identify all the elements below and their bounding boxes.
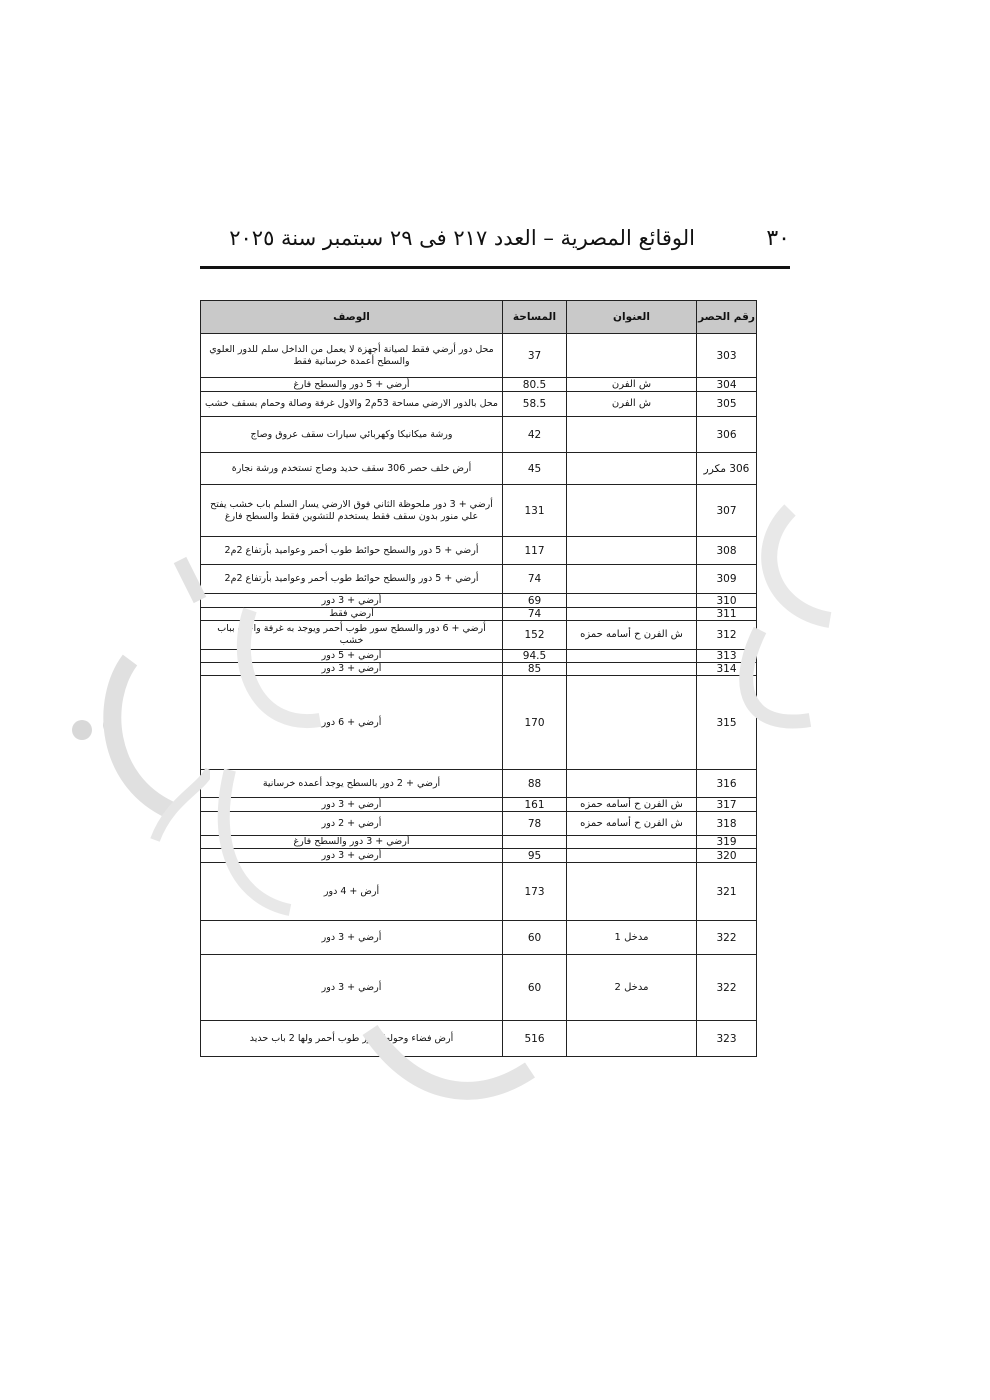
cell-description: أرضي + 3 دور [201, 849, 503, 863]
cell-number: 306 [697, 417, 757, 453]
cell-description: أرضي + 3 دور [201, 594, 503, 608]
cell-area: 161 [503, 798, 567, 812]
cell-address [567, 849, 697, 863]
cell-description: محل دور أرضي فقط لصيانة أجهزة لا يعمل من الداخل سلم للدور العلوي والسطح أعمدة خرسانية فقط [201, 334, 503, 378]
property-registry-table [200, 300, 757, 1057]
table-row [201, 417, 757, 453]
cell-description: محل بالدور الارضي مساحة 53م2 والاول غرفة وصالة وحمام بسقف خشب [201, 392, 503, 417]
cell-address [567, 676, 697, 770]
cell-description: أرضي + 3 دور [201, 921, 503, 955]
cell-address [567, 863, 697, 921]
journal-title: الوقائع المصرية – العدد ٢١٧ فى ٢٩ سبتمبر سنة ٢٠٢٥ [229, 226, 695, 250]
cell-description: أرض + 4 دور [201, 863, 503, 921]
table-row [201, 621, 757, 650]
cell-description: أرض خلف حصر 306 سقف حديد وصاج تستخدم ورشة نجارة [201, 453, 503, 485]
cell-area: 95 [503, 849, 567, 863]
cell-area: 170 [503, 676, 567, 770]
cell-number: 313 [697, 650, 757, 663]
cell-number: 318 [697, 812, 757, 836]
cell-number: 304 [697, 378, 757, 392]
cell-description: أرض فضاء وحولها سور طوب أحمر ولها 2 باب حديد [201, 1021, 503, 1057]
cell-number: 312 [697, 621, 757, 650]
cell-area: 42 [503, 417, 567, 453]
cell-area: 117 [503, 537, 567, 565]
table-row [201, 485, 757, 537]
cell-description: أرضي + 3 دور ملحوظة الثاني فوق الارضي يسار السلم باب خشب يفتح علي منور بدون سقف فقط يستخدم للتشوين فقط والسطح فارغ [201, 485, 503, 537]
scanned-table-area [200, 300, 758, 1055]
cell-description: أرضي + 3 دور [201, 663, 503, 676]
cell-number: 307 [697, 485, 757, 537]
cell-description: أرضي + 6 دور والسطح سور طوب أحمر ويوجد به غرفة واحده بباب خشب [201, 621, 503, 650]
cell-area: 85 [503, 663, 567, 676]
cell-address: ش الفرن ح أسامه حمزه [567, 812, 697, 836]
table-row [201, 594, 757, 608]
cell-address [567, 334, 697, 378]
cell-area: 60 [503, 921, 567, 955]
cell-description: أرضي + 3 دور [201, 955, 503, 1021]
table-row [201, 565, 757, 594]
cell-address: ش الفرن [567, 392, 697, 417]
cell-area: 152 [503, 621, 567, 650]
cell-number: 311 [697, 608, 757, 621]
cell-number: 309 [697, 565, 757, 594]
cell-area: 37 [503, 334, 567, 378]
cell-number: 303 [697, 334, 757, 378]
cell-description: أرضي + 5 دور والسطح فارغ [201, 378, 503, 392]
cell-number: 322 [697, 955, 757, 1021]
cell-address [567, 836, 697, 849]
cell-address [567, 565, 697, 594]
cell-area: 58.5 [503, 392, 567, 417]
cell-number: 315 [697, 676, 757, 770]
cell-area: 60 [503, 955, 567, 1021]
table-row [201, 849, 757, 863]
cell-number: 306 مكرر [697, 453, 757, 485]
cell-number: 316 [697, 770, 757, 798]
table-row [201, 663, 757, 676]
cell-number: 305 [697, 392, 757, 417]
seal-stamp-icon [60, 540, 210, 870]
cell-address [567, 770, 697, 798]
cell-address: مدخل 1 [567, 921, 697, 955]
table-row [201, 378, 757, 392]
cell-number: 323 [697, 1021, 757, 1057]
cell-address [567, 663, 697, 676]
cell-description: أرضي + 2 دور [201, 812, 503, 836]
cell-address [567, 485, 697, 537]
table-row [201, 676, 757, 770]
cell-area: 45 [503, 453, 567, 485]
table-row [201, 453, 757, 485]
table-row [201, 650, 757, 663]
cell-area: 516 [503, 1021, 567, 1057]
cell-area: 173 [503, 863, 567, 921]
column-header-area: المساحة [503, 301, 567, 334]
cell-number: 317 [697, 798, 757, 812]
table-row [201, 921, 757, 955]
cell-area: 88 [503, 770, 567, 798]
table-row [201, 608, 757, 621]
cell-address [567, 594, 697, 608]
cell-area: 131 [503, 485, 567, 537]
cell-description: أرضي + 5 دور [201, 650, 503, 663]
cell-address [567, 650, 697, 663]
table-row [201, 836, 757, 849]
cell-description: أرضي + 3 دور [201, 798, 503, 812]
cell-number: 322 [697, 921, 757, 955]
cell-address: مدخل 2 [567, 955, 697, 1021]
cell-address [567, 537, 697, 565]
cell-area: 80.5 [503, 378, 567, 392]
table-row [201, 770, 757, 798]
page-number: ٣٠ [766, 226, 790, 251]
cell-number: 314 [697, 663, 757, 676]
table-row [201, 863, 757, 921]
table-row [201, 812, 757, 836]
cell-description: أرضي + 5 دور والسطح حوائط طوب أحمر وعواميد بأرتفاع 2م2 [201, 537, 503, 565]
cell-area: 69 [503, 594, 567, 608]
cell-number: 310 [697, 594, 757, 608]
column-header-address: العنوان [567, 301, 697, 334]
column-header-description: الوصف [201, 301, 503, 334]
cell-address [567, 453, 697, 485]
cell-number: 321 [697, 863, 757, 921]
cell-description: أرضي + 3 دور والسطح فارغ [201, 836, 503, 849]
page-header [200, 222, 790, 269]
table-row [201, 1021, 757, 1057]
table-body [201, 334, 757, 1057]
cell-address [567, 608, 697, 621]
cell-address: ش الفرن ح أسامه حمزه [567, 798, 697, 812]
cell-number: 308 [697, 537, 757, 565]
cell-number: 319 [697, 836, 757, 849]
cell-description: أرضي + 2 دور بالسطح يوجد أعمده خرسانية [201, 770, 503, 798]
cell-description: أرضي فقط [201, 608, 503, 621]
cell-area: 78 [503, 812, 567, 836]
table-row [201, 392, 757, 417]
cell-number: 320 [697, 849, 757, 863]
table-header-row [201, 301, 757, 334]
cell-area: 74 [503, 565, 567, 594]
cell-address: ش الفرن [567, 378, 697, 392]
cell-description: أرضي + 5 دور والسطح حوائط طوب أحمر وعواميد بأرتفاع 2م2 [201, 565, 503, 594]
table-row [201, 334, 757, 378]
cell-address: ش الفرن ح أسامه حمزه [567, 621, 697, 650]
column-header-number: رقم الحصر [697, 301, 757, 334]
cell-address [567, 1021, 697, 1057]
cell-address [567, 417, 697, 453]
cell-description: ورشة ميكانيكا وكهربائي سيارات سقف عروق وصاج [201, 417, 503, 453]
cell-area: 94.5 [503, 650, 567, 663]
table-row [201, 537, 757, 565]
table-row [201, 798, 757, 812]
table-row [201, 955, 757, 1021]
cell-area [503, 836, 567, 849]
cell-description: أرضي + 6 دور [201, 676, 503, 770]
cell-area: 74 [503, 608, 567, 621]
